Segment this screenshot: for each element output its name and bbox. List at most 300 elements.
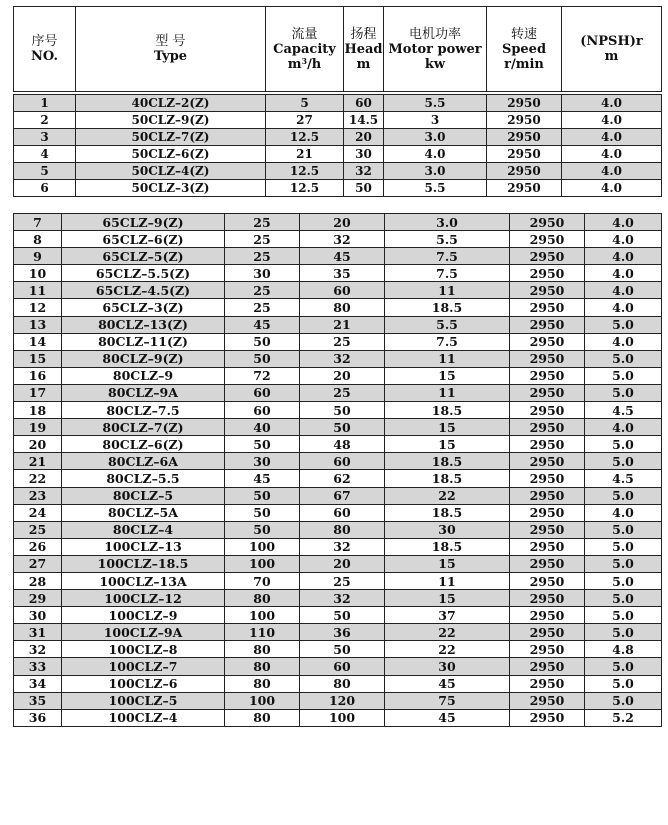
cell-speed: 2950 xyxy=(487,129,562,146)
cell-npsh: 5.0 xyxy=(585,384,662,401)
cell-npsh: 5.0 xyxy=(585,316,662,333)
cell-npsh: 5.0 xyxy=(585,538,662,555)
cell-speed: 2950 xyxy=(510,692,585,709)
cell-speed: 2950 xyxy=(510,350,585,367)
header-capacity: 流量 Capacity $m^3/h$ xyxy=(266,7,344,92)
table-row xyxy=(14,350,662,367)
cell-npsh: 4.0 xyxy=(562,95,662,112)
cell-speed: 2950 xyxy=(510,419,585,436)
cell-npsh: 5.0 xyxy=(585,436,662,453)
table-row xyxy=(14,146,662,163)
header-speed: 转速 Speed r/min xyxy=(487,7,562,92)
cell-type: 80CLZ–7(Z) xyxy=(62,419,225,436)
cell-head: 20 xyxy=(344,129,384,146)
cell-no: 17 xyxy=(14,384,62,401)
table-row xyxy=(14,333,662,350)
cell-type: 65CLZ–3(Z) xyxy=(62,299,225,316)
cell-power: 4.0 xyxy=(384,146,487,163)
cell-type: 80CLZ–6A xyxy=(62,453,225,470)
cell-head: 50 xyxy=(300,402,385,419)
cell-power: 7.5 xyxy=(385,265,510,282)
cell-type: 100CLZ–8 xyxy=(62,641,225,658)
cell-no: 26 xyxy=(14,538,62,555)
table-row xyxy=(14,436,662,453)
cell-power: 45 xyxy=(385,675,510,692)
cell-head: 67 xyxy=(300,487,385,504)
table-row xyxy=(14,572,662,589)
cell-power: 3.0 xyxy=(384,129,487,146)
cell-no: 23 xyxy=(14,487,62,504)
cell-head: 60 xyxy=(344,95,384,112)
cell-npsh: 5.0 xyxy=(585,487,662,504)
cell-type: 80CLZ–11(Z) xyxy=(62,333,225,350)
cell-power: 15 xyxy=(385,419,510,436)
table-row xyxy=(14,231,662,248)
cell-npsh: 5.0 xyxy=(585,350,662,367)
cell-no: 1 xyxy=(14,95,76,112)
table-row xyxy=(14,367,662,384)
table-row xyxy=(14,658,662,675)
cell-capacity: 50 xyxy=(225,350,300,367)
cell-capacity: 12.5 xyxy=(266,129,344,146)
cell-power: 30 xyxy=(385,658,510,675)
cell-speed: 2950 xyxy=(510,214,585,231)
cell-no: 31 xyxy=(14,624,62,641)
cell-power: 22 xyxy=(385,624,510,641)
cell-type: 80CLZ–5 xyxy=(62,487,225,504)
header-type: 型 号 Type xyxy=(76,7,266,92)
cell-type: 80CLZ–6(Z) xyxy=(62,436,225,453)
cell-head: 35 xyxy=(300,265,385,282)
cell-capacity: 50 xyxy=(225,504,300,521)
cell-speed: 2950 xyxy=(510,709,585,726)
cell-head: 80 xyxy=(300,521,385,538)
cell-type: 50CLZ–6(Z) xyxy=(76,146,266,163)
cell-no: 12 xyxy=(14,299,62,316)
cell-head: 30 xyxy=(344,146,384,163)
table-row xyxy=(14,504,662,521)
cell-power: 11 xyxy=(385,384,510,401)
cell-power: 11 xyxy=(385,282,510,299)
table-row xyxy=(14,470,662,487)
cell-type: 100CLZ–18.5 xyxy=(62,555,225,572)
cell-power: 30 xyxy=(385,521,510,538)
cell-speed: 2950 xyxy=(487,95,562,112)
cell-capacity: 100 xyxy=(225,555,300,572)
table-row xyxy=(14,180,662,197)
cell-head: 60 xyxy=(300,504,385,521)
cell-capacity: 70 xyxy=(225,572,300,589)
cell-speed: 2950 xyxy=(487,180,562,197)
cell-power: 18.5 xyxy=(385,299,510,316)
cell-no: 4 xyxy=(14,146,76,163)
cell-head: 25 xyxy=(300,384,385,401)
cell-capacity: 100 xyxy=(225,692,300,709)
cell-capacity: 5 xyxy=(266,95,344,112)
cell-speed: 2950 xyxy=(487,112,562,129)
cell-capacity: 110 xyxy=(225,624,300,641)
cell-no: 19 xyxy=(14,419,62,436)
table-row xyxy=(14,487,662,504)
cell-speed: 2950 xyxy=(510,299,585,316)
cell-type: 80CLZ–4 xyxy=(62,521,225,538)
cell-power: 3 xyxy=(384,112,487,129)
table-row xyxy=(14,214,662,231)
table-body-bottom xyxy=(14,214,662,727)
cell-speed: 2950 xyxy=(510,231,585,248)
cell-no: 35 xyxy=(14,692,62,709)
cell-head: 62 xyxy=(300,470,385,487)
cell-type: 100CLZ–9 xyxy=(62,607,225,624)
cell-npsh: 4.0 xyxy=(585,265,662,282)
table-row xyxy=(14,419,662,436)
cell-speed: 2950 xyxy=(510,316,585,333)
cell-head: 32 xyxy=(344,163,384,180)
cell-no: 20 xyxy=(14,436,62,453)
table-header-row xyxy=(14,7,662,92)
cell-speed: 2950 xyxy=(510,402,585,419)
cell-npsh: 5.0 xyxy=(585,521,662,538)
cell-no: 6 xyxy=(14,180,76,197)
cell-capacity: 12.5 xyxy=(266,180,344,197)
table-row xyxy=(14,384,662,401)
header-no: 序号 NO. xyxy=(14,7,76,92)
cell-power: 5.5 xyxy=(384,95,487,112)
cell-power: 11 xyxy=(385,350,510,367)
table-row xyxy=(14,692,662,709)
cell-speed: 2950 xyxy=(510,641,585,658)
cell-speed: 2950 xyxy=(510,333,585,350)
header-head: 扬程 Head m xyxy=(344,7,384,92)
cell-capacity: 30 xyxy=(225,265,300,282)
cell-speed: 2950 xyxy=(510,265,585,282)
cell-npsh: 5.0 xyxy=(585,658,662,675)
cell-power: 5.5 xyxy=(384,180,487,197)
cell-type: 50CLZ–9(Z) xyxy=(76,112,266,129)
cell-type: 65CLZ–4.5(Z) xyxy=(62,282,225,299)
cell-no: 36 xyxy=(14,709,62,726)
cell-power: 3.0 xyxy=(384,163,487,180)
cell-type: 100CLZ–5 xyxy=(62,692,225,709)
cell-power: 5.5 xyxy=(385,231,510,248)
cell-no: 8 xyxy=(14,231,62,248)
cell-power: 7.5 xyxy=(385,248,510,265)
table-row xyxy=(14,299,662,316)
cell-head: 20 xyxy=(300,367,385,384)
cell-no: 22 xyxy=(14,470,62,487)
cell-speed: 2950 xyxy=(510,282,585,299)
cell-npsh: 4.5 xyxy=(585,402,662,419)
cell-type: 65CLZ–6(Z) xyxy=(62,231,225,248)
cell-power: 75 xyxy=(385,692,510,709)
cell-no: 32 xyxy=(14,641,62,658)
table-row xyxy=(14,590,662,607)
cell-no: 24 xyxy=(14,504,62,521)
cell-capacity: 27 xyxy=(266,112,344,129)
cell-speed: 2950 xyxy=(510,624,585,641)
cell-type: 100CLZ–13 xyxy=(62,538,225,555)
table-row xyxy=(14,453,662,470)
cell-capacity: 25 xyxy=(225,231,300,248)
cell-power: 15 xyxy=(385,590,510,607)
cell-head: 32 xyxy=(300,231,385,248)
cell-no: 21 xyxy=(14,453,62,470)
cell-head: 60 xyxy=(300,453,385,470)
cell-no: 16 xyxy=(14,367,62,384)
cell-npsh: 4.0 xyxy=(585,299,662,316)
cell-type: 80CLZ–5A xyxy=(62,504,225,521)
table-row xyxy=(14,112,662,129)
cell-type: 100CLZ–7 xyxy=(62,658,225,675)
cell-speed: 2950 xyxy=(510,555,585,572)
cell-power: 18.5 xyxy=(385,504,510,521)
cell-type: 100CLZ–9A xyxy=(62,624,225,641)
cell-capacity: 80 xyxy=(225,709,300,726)
cell-capacity: 50 xyxy=(225,333,300,350)
cell-speed: 2950 xyxy=(510,367,585,384)
cell-power: 22 xyxy=(385,641,510,658)
cell-no: 15 xyxy=(14,350,62,367)
cell-type: 50CLZ–7(Z) xyxy=(76,129,266,146)
cell-npsh: 5.0 xyxy=(585,555,662,572)
cell-capacity: 30 xyxy=(225,453,300,470)
cell-npsh: 5.0 xyxy=(585,624,662,641)
cell-power: 18.5 xyxy=(385,453,510,470)
cell-npsh: 4.0 xyxy=(585,214,662,231)
cell-speed: 2950 xyxy=(510,384,585,401)
cell-npsh: 5.0 xyxy=(585,367,662,384)
cell-no: 10 xyxy=(14,265,62,282)
cell-head: 45 xyxy=(300,248,385,265)
table-row xyxy=(14,265,662,282)
cell-no: 29 xyxy=(14,590,62,607)
cell-capacity: 40 xyxy=(225,419,300,436)
table-row xyxy=(14,163,662,180)
cell-no: 5 xyxy=(14,163,76,180)
cell-head: 60 xyxy=(300,282,385,299)
cell-power: 11 xyxy=(385,572,510,589)
cell-npsh: 4.0 xyxy=(562,180,662,197)
cell-capacity: 50 xyxy=(225,436,300,453)
table-row xyxy=(14,316,662,333)
table-row xyxy=(14,521,662,538)
cell-npsh: 5.0 xyxy=(585,590,662,607)
cell-head: 80 xyxy=(300,675,385,692)
cell-head: 80 xyxy=(300,299,385,316)
cell-capacity: 12.5 xyxy=(266,163,344,180)
cell-no: 28 xyxy=(14,572,62,589)
cell-no: 33 xyxy=(14,658,62,675)
cell-npsh: 4.0 xyxy=(585,333,662,350)
cell-capacity: 100 xyxy=(225,538,300,555)
cell-head: 25 xyxy=(300,572,385,589)
cell-head: 32 xyxy=(300,350,385,367)
cell-head: 20 xyxy=(300,214,385,231)
cell-npsh: 5.0 xyxy=(585,675,662,692)
cell-type: 100CLZ–12 xyxy=(62,590,225,607)
cell-capacity: 25 xyxy=(225,299,300,316)
cell-no: 3 xyxy=(14,129,76,146)
cell-type: 80CLZ–5.5 xyxy=(62,470,225,487)
cell-npsh: 4.0 xyxy=(585,248,662,265)
table-row xyxy=(14,248,662,265)
cell-npsh: 4.0 xyxy=(585,504,662,521)
cell-type: 40CLZ–2(Z) xyxy=(76,95,266,112)
cell-capacity: 72 xyxy=(225,367,300,384)
table-row xyxy=(14,95,662,112)
cell-type: 80CLZ–9 xyxy=(62,367,225,384)
cell-power: 3.0 xyxy=(385,214,510,231)
cell-head: 21 xyxy=(300,316,385,333)
cell-power: 15 xyxy=(385,436,510,453)
cell-head: 32 xyxy=(300,590,385,607)
cell-npsh: 4.0 xyxy=(585,282,662,299)
cell-speed: 2950 xyxy=(510,487,585,504)
cell-capacity: 80 xyxy=(225,641,300,658)
cell-speed: 2950 xyxy=(510,538,585,555)
cell-power: 22 xyxy=(385,487,510,504)
cell-power: 15 xyxy=(385,367,510,384)
cell-head: 60 xyxy=(300,658,385,675)
cell-type: 100CLZ–13A xyxy=(62,572,225,589)
cell-no: 14 xyxy=(14,333,62,350)
cell-no: 11 xyxy=(14,282,62,299)
cell-capacity: 21 xyxy=(266,146,344,163)
cell-capacity: 25 xyxy=(225,214,300,231)
cell-no: 7 xyxy=(14,214,62,231)
cell-head: 50 xyxy=(344,180,384,197)
cell-capacity: 60 xyxy=(225,384,300,401)
cell-head: 48 xyxy=(300,436,385,453)
cell-speed: 2950 xyxy=(510,572,585,589)
cell-speed: 2950 xyxy=(510,607,585,624)
cell-head: 36 xyxy=(300,624,385,641)
cell-capacity: 50 xyxy=(225,521,300,538)
cell-speed: 2950 xyxy=(510,470,585,487)
cell-npsh: 5.0 xyxy=(585,453,662,470)
cell-power: 37 xyxy=(385,607,510,624)
cell-npsh: 4.8 xyxy=(585,641,662,658)
cell-type: 80CLZ–9A xyxy=(62,384,225,401)
table-row xyxy=(14,607,662,624)
cell-capacity: 80 xyxy=(225,590,300,607)
table-row xyxy=(14,538,662,555)
table-row xyxy=(14,675,662,692)
cell-no: 9 xyxy=(14,248,62,265)
cell-capacity: 80 xyxy=(225,675,300,692)
cell-npsh: 4.0 xyxy=(585,419,662,436)
cell-capacity: 45 xyxy=(225,470,300,487)
cell-capacity: 45 xyxy=(225,316,300,333)
cell-head: 25 xyxy=(300,333,385,350)
cell-npsh: 4.0 xyxy=(562,146,662,163)
cell-type: 100CLZ–6 xyxy=(62,675,225,692)
header-npsh: (NPSH)r m xyxy=(562,7,662,92)
cell-type: 65CLZ–9(Z) xyxy=(62,214,225,231)
cell-head: 32 xyxy=(300,538,385,555)
cell-head: 20 xyxy=(300,555,385,572)
cell-power: 18.5 xyxy=(385,402,510,419)
table-body-top xyxy=(14,95,662,197)
cell-npsh: 5.0 xyxy=(585,607,662,624)
cell-type: 50CLZ–3(Z) xyxy=(76,180,266,197)
cell-npsh: 4.0 xyxy=(585,231,662,248)
table-row xyxy=(14,709,662,726)
table-row xyxy=(14,129,662,146)
cell-capacity: 25 xyxy=(225,248,300,265)
cell-no: 34 xyxy=(14,675,62,692)
cell-head: 100 xyxy=(300,709,385,726)
cell-power: 45 xyxy=(385,709,510,726)
cell-speed: 2950 xyxy=(510,521,585,538)
cell-npsh: 5.0 xyxy=(585,572,662,589)
cell-npsh: 4.0 xyxy=(562,163,662,180)
cell-speed: 2950 xyxy=(510,504,585,521)
cell-no: 25 xyxy=(14,521,62,538)
cell-head: 120 xyxy=(300,692,385,709)
cell-head: 14.5 xyxy=(344,112,384,129)
cell-type: 50CLZ–4(Z) xyxy=(76,163,266,180)
cell-no: 30 xyxy=(14,607,62,624)
cell-type: 80CLZ–9(Z) xyxy=(62,350,225,367)
cell-power: 7.5 xyxy=(385,333,510,350)
cell-npsh: 4.5 xyxy=(585,470,662,487)
cell-no: 27 xyxy=(14,555,62,572)
cell-capacity: 100 xyxy=(225,607,300,624)
cell-capacity: 80 xyxy=(225,658,300,675)
cell-head: 50 xyxy=(300,419,385,436)
cell-no: 13 xyxy=(14,316,62,333)
cell-power: 18.5 xyxy=(385,470,510,487)
header-motor-power: 电机功率 Motor power kw xyxy=(384,7,487,92)
cell-capacity: 60 xyxy=(225,402,300,419)
cell-type: 80CLZ–13(Z) xyxy=(62,316,225,333)
table-row xyxy=(14,402,662,419)
cell-speed: 2950 xyxy=(510,436,585,453)
cell-speed: 2950 xyxy=(510,453,585,470)
table-row xyxy=(14,624,662,641)
cell-speed: 2950 xyxy=(510,675,585,692)
cell-speed: 2950 xyxy=(510,658,585,675)
cell-capacity: 50 xyxy=(225,487,300,504)
table-row xyxy=(14,555,662,572)
pump-spec-table-bottom xyxy=(13,213,662,727)
cell-speed: 2950 xyxy=(510,590,585,607)
cell-npsh: 5.2 xyxy=(585,709,662,726)
cell-power: 18.5 xyxy=(385,538,510,555)
cell-speed: 2950 xyxy=(487,163,562,180)
table-row xyxy=(14,641,662,658)
cell-capacity: 25 xyxy=(225,282,300,299)
cell-head: 50 xyxy=(300,641,385,658)
cell-power: 15 xyxy=(385,555,510,572)
cell-npsh: 4.0 xyxy=(562,112,662,129)
table-row xyxy=(14,282,662,299)
cell-head: 50 xyxy=(300,607,385,624)
cell-no: 18 xyxy=(14,402,62,419)
cell-type: 65CLZ–5.5(Z) xyxy=(62,265,225,282)
cell-npsh: 4.0 xyxy=(562,129,662,146)
cell-speed: 2950 xyxy=(510,248,585,265)
cell-power: 5.5 xyxy=(385,316,510,333)
cell-type: 65CLZ–5(Z) xyxy=(62,248,225,265)
pump-spec-table-top xyxy=(13,6,662,197)
cell-speed: 2950 xyxy=(487,146,562,163)
cell-no: 2 xyxy=(14,112,76,129)
cell-type: 80CLZ–7.5 xyxy=(62,402,225,419)
cell-npsh: 5.0 xyxy=(585,692,662,709)
cell-type: 100CLZ–4 xyxy=(62,709,225,726)
